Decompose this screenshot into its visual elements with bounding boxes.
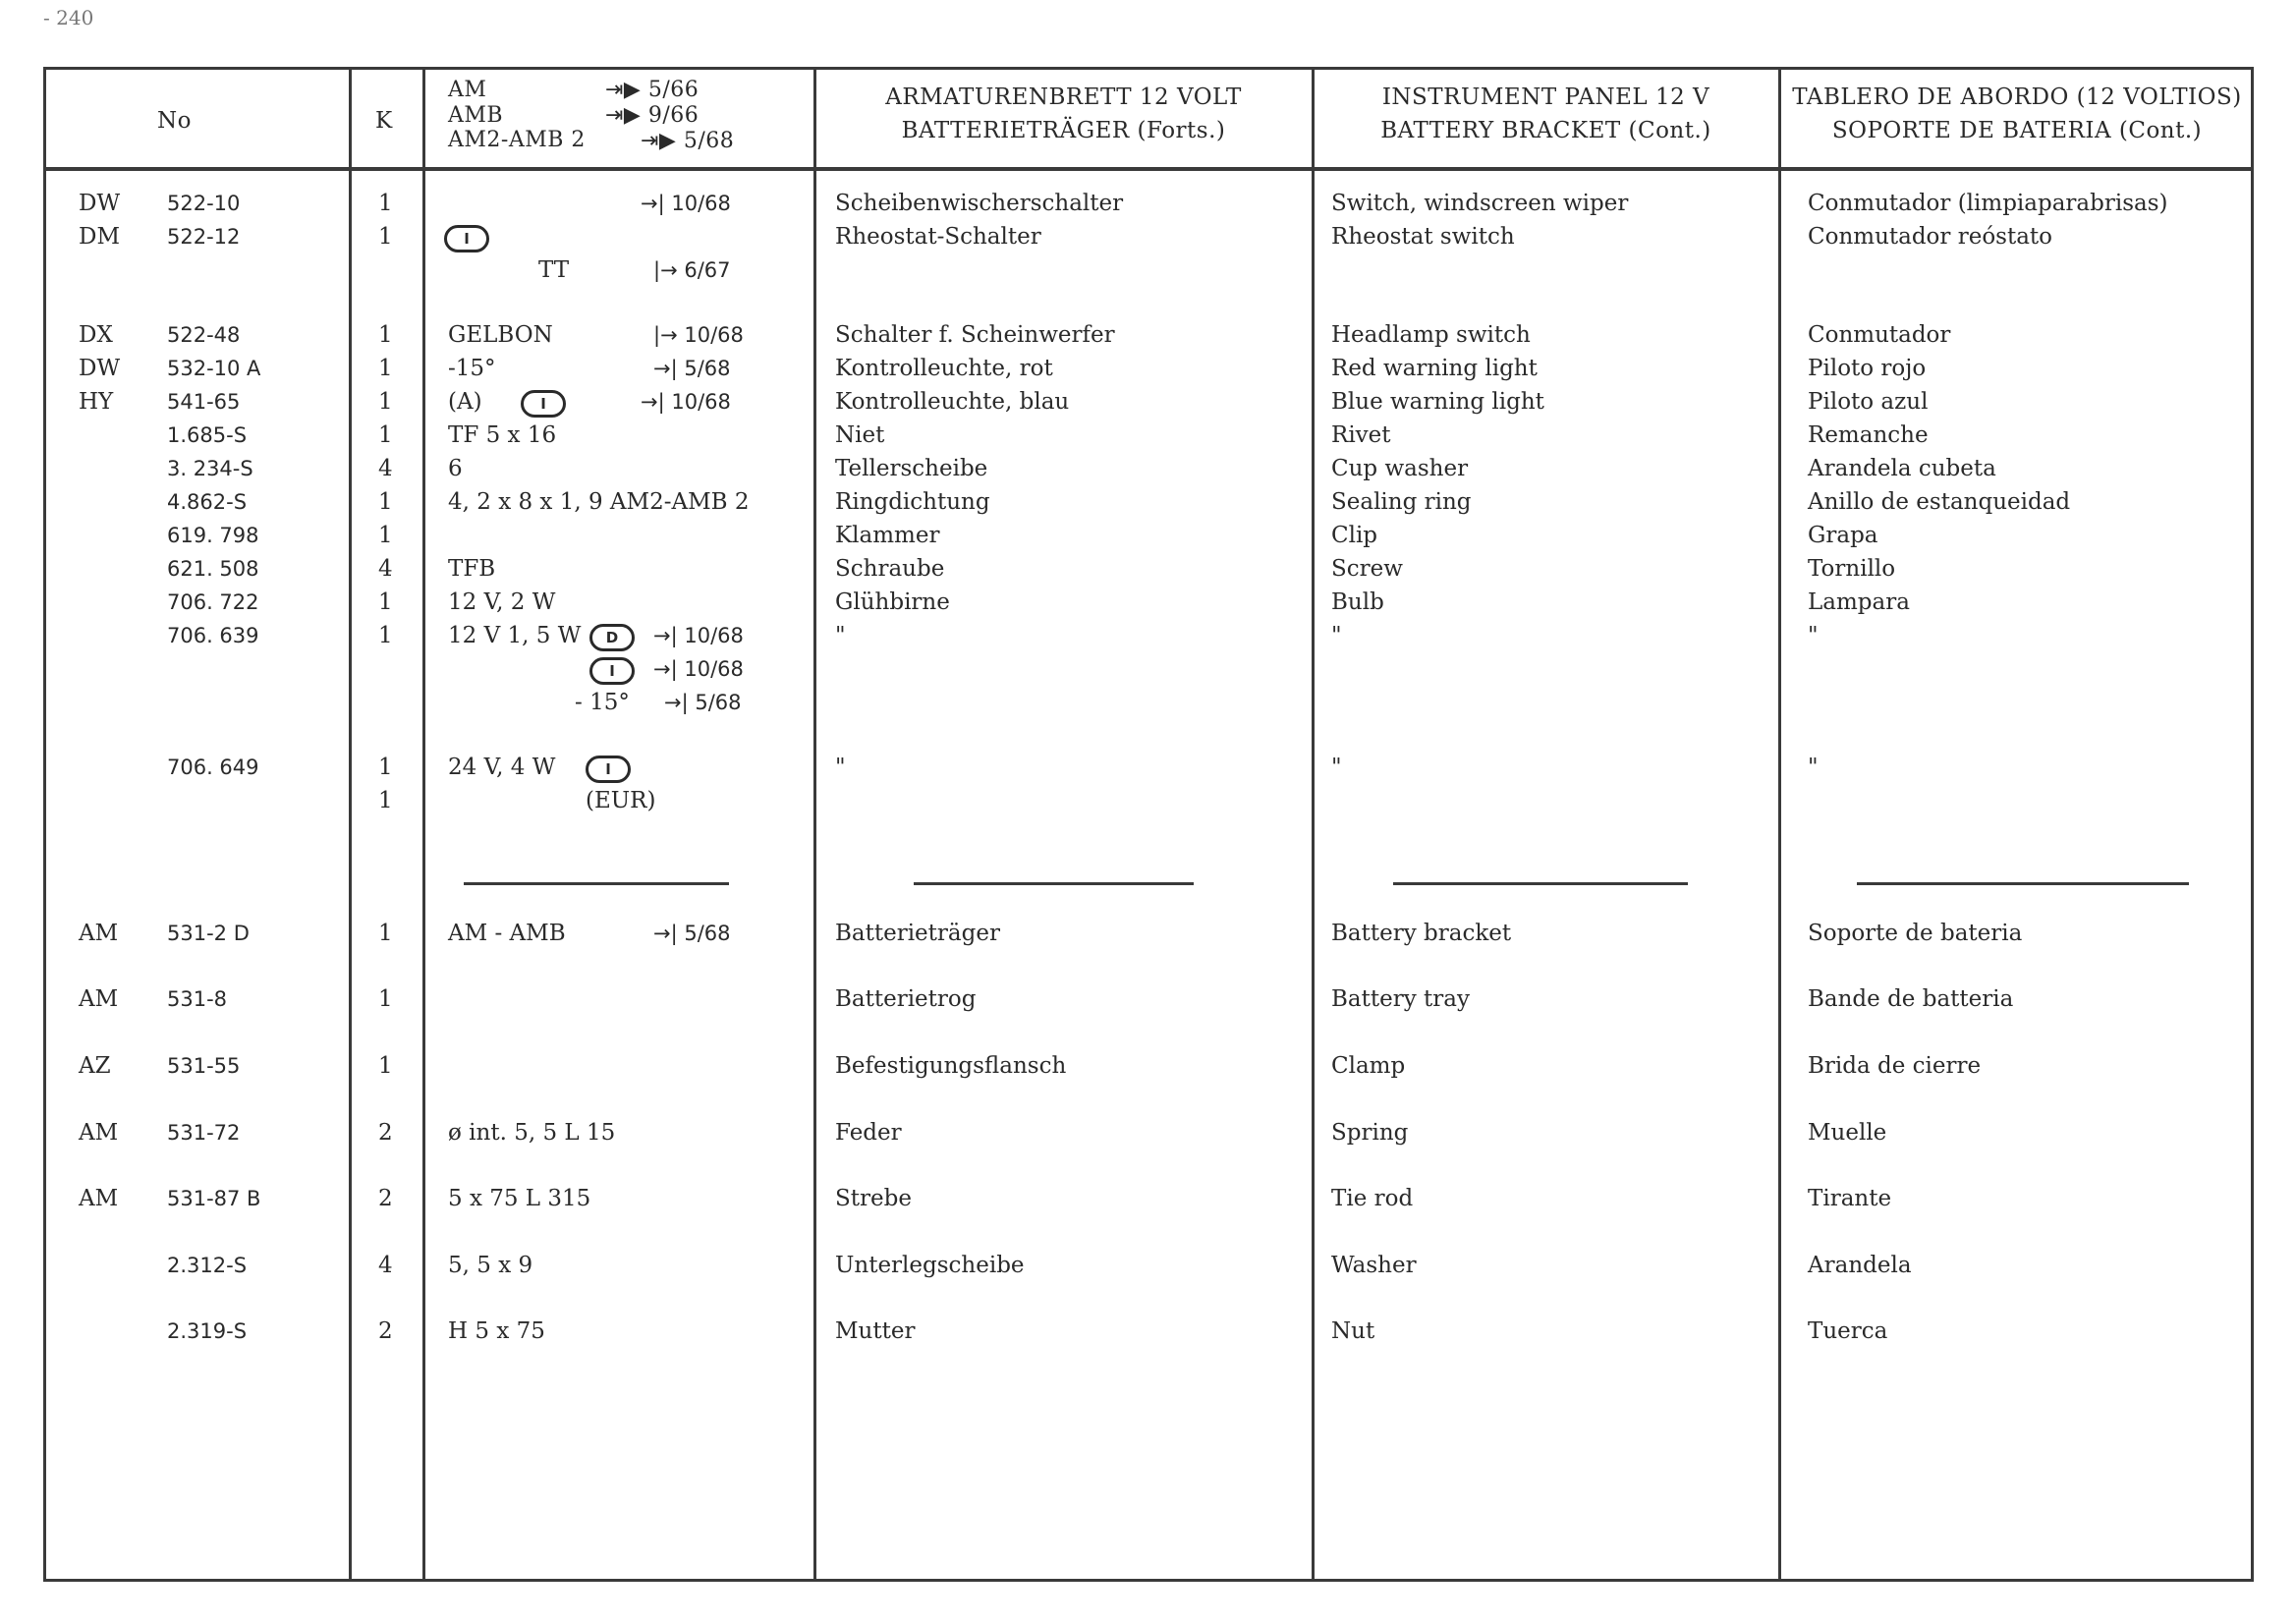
description-german: Kontrolleuchte, blau	[835, 389, 1070, 415]
spec: (A)	[448, 389, 482, 415]
badge-letter: I	[444, 225, 489, 252]
quantity: 1	[378, 489, 393, 515]
description-german: Klammer	[835, 523, 940, 548]
description-german: Rheostat-Schalter	[835, 224, 1041, 250]
description-german: Befestigungsflansch	[835, 1053, 1067, 1079]
model-badge-icon	[589, 622, 635, 651]
row-prefix: AM	[79, 1186, 119, 1211]
description-english: Cup washer	[1331, 456, 1469, 481]
part-number: 522-12	[167, 225, 241, 249]
part-number: 706. 722	[167, 590, 259, 614]
part-number: 2.319-S	[167, 1319, 248, 1343]
header-model-am2: AM2-AMB 2	[448, 128, 586, 152]
description-german: Unterlegscheibe	[835, 1253, 1025, 1278]
section-separator	[464, 882, 729, 885]
header-divider	[43, 167, 2254, 171]
description-spanish: Muelle	[1808, 1120, 1887, 1146]
header-english	[1314, 81, 1778, 147]
row-prefix: AM	[79, 921, 119, 946]
spec: GELBON	[448, 322, 553, 348]
part-number: 619. 798	[167, 524, 259, 547]
spec: H 5 x 75	[448, 1318, 545, 1344]
row-prefix: AZ	[79, 1053, 111, 1079]
model-change-note: →| 10/68	[641, 390, 731, 414]
description-german: Ringdichtung	[835, 489, 990, 515]
quantity: 4	[378, 1253, 393, 1278]
description-english: Blue warning light	[1331, 389, 1544, 415]
description-english: Switch, windscreen wiper	[1331, 191, 1629, 216]
header-german	[815, 81, 1312, 147]
quantity: 1	[378, 389, 393, 415]
header-spanish	[1780, 81, 2254, 147]
description-english: Rheostat switch	[1331, 224, 1515, 250]
description-german: "	[835, 623, 846, 648]
description-german: Niet	[835, 422, 885, 448]
description-german: Tellerscheibe	[835, 456, 988, 481]
description-german: Glühbirne	[835, 589, 950, 615]
description-english: Washer	[1331, 1253, 1417, 1278]
description-german: Batterietrog	[835, 986, 977, 1012]
model-badge-icon	[444, 223, 489, 252]
part-number: 541-65	[167, 390, 241, 414]
description-english: Sealing ring	[1331, 489, 1472, 515]
quantity: 1	[378, 224, 393, 250]
quantity: 1	[378, 191, 393, 216]
part-number: 2.312-S	[167, 1254, 248, 1277]
description-english: Screw	[1331, 556, 1403, 582]
spec: 12 V 1, 5 W	[448, 623, 582, 648]
description-spanish: Brida de cierre	[1808, 1053, 1982, 1079]
badge-letter: I	[589, 657, 635, 685]
model-change-note: |→ 10/68	[653, 323, 744, 347]
spec: - 15°	[575, 690, 630, 715]
description-german: Schalter f. Scheinwerfer	[835, 322, 1115, 348]
header-model-am: AM	[448, 78, 487, 102]
quantity: 2	[378, 1318, 393, 1344]
table-frame	[43, 67, 2254, 1582]
quantity: 2	[378, 1120, 393, 1146]
part-number: 531-72	[167, 1121, 241, 1145]
page-number: - 240	[43, 6, 94, 29]
description-german: Scheibenwischerschalter	[835, 191, 1124, 216]
quantity: 1	[378, 523, 393, 548]
part-number: 1.685-S	[167, 423, 248, 447]
description-english: "	[1331, 623, 1342, 648]
column-divider	[1312, 67, 1315, 1582]
description-spanish: Grapa	[1808, 523, 1878, 548]
quantity: 1	[378, 755, 393, 780]
description-german: Kontrolleuchte, rot	[835, 356, 1053, 381]
badge-letter: I	[586, 756, 631, 783]
header-model-amb: AMB	[448, 103, 504, 128]
description-spanish: Conmutador (limpiaparabrisas)	[1808, 191, 2168, 216]
section-separator	[914, 882, 1194, 885]
row-prefix: DW	[79, 191, 121, 216]
description-german: "	[835, 755, 846, 780]
description-spanish: Tirante	[1808, 1186, 1892, 1211]
quantity: 1	[378, 623, 393, 648]
part-number: 522-10	[167, 192, 241, 215]
quantity: 2	[378, 1186, 393, 1211]
description-spanish: Bande de batteria	[1808, 986, 2014, 1012]
model-badge-icon	[521, 388, 566, 418]
spec: 6	[448, 456, 463, 481]
description-german: Schraube	[835, 556, 945, 582]
description-english: Nut	[1331, 1318, 1375, 1344]
model-change-note: →| 10/68	[641, 192, 731, 215]
part-number: 4.862-S	[167, 490, 248, 514]
header-model-amb-note: ⇥▶ 9/66	[605, 103, 700, 128]
header-spanish-line2: SOPORTE DE BATERIA (Cont.)	[1831, 118, 2203, 143]
description-spanish: Conmutador	[1808, 322, 1951, 348]
quantity: 1	[378, 422, 393, 448]
part-number: 531-55	[167, 1054, 241, 1078]
row-prefix: AM	[79, 1120, 119, 1146]
header-german-line2: BATTERIETRÄGER (Forts.)	[901, 118, 1226, 143]
model-change-note: →| 5/68	[653, 922, 731, 945]
part-number: 706. 649	[167, 756, 259, 779]
description-english: Battery tray	[1331, 986, 1470, 1012]
column-divider	[349, 67, 352, 1582]
row-prefix: DM	[79, 224, 120, 250]
description-english: Bulb	[1331, 589, 1384, 615]
spec: ø int. 5, 5 L 15	[448, 1120, 616, 1146]
description-english: "	[1331, 755, 1342, 780]
model-change-note: |→ 6/67	[653, 258, 731, 282]
quantity: 1	[378, 788, 393, 813]
part-number: 532-10 A	[167, 357, 261, 380]
header-model-am-note: ⇥▶ 5/66	[605, 78, 700, 102]
header-no: No	[157, 108, 192, 134]
part-number: 3. 234-S	[167, 457, 253, 480]
model-change-note: →| 10/68	[653, 657, 744, 681]
part-number: 706. 639	[167, 624, 259, 647]
quantity: 1	[378, 589, 393, 615]
spec: AM - AMB	[448, 921, 566, 946]
quantity: 1	[378, 921, 393, 946]
description-english: Clamp	[1331, 1053, 1406, 1079]
row-prefix: HY	[79, 389, 114, 415]
column-divider	[422, 67, 425, 1582]
description-spanish: Tuerca	[1808, 1318, 1888, 1344]
description-spanish: Lampara	[1808, 589, 1910, 615]
quantity: 1	[378, 356, 393, 381]
section-separator	[1857, 882, 2189, 885]
row-prefix: DX	[79, 322, 113, 348]
model-badge-icon	[589, 655, 635, 685]
badge-letter: I	[521, 390, 566, 418]
part-number: 531-8	[167, 987, 228, 1011]
description-spanish: "	[1808, 623, 1819, 648]
part-number: 531-2 D	[167, 922, 250, 945]
spec: 12 V, 2 W	[448, 589, 556, 615]
spec: TT	[538, 257, 570, 283]
header-spanish-line1: TABLERO DE ABORDO (12 VOLTIOS)	[1792, 84, 2242, 110]
description-english: Headlamp switch	[1331, 322, 1531, 348]
spec: 4, 2 x 8 x 1, 9 AM2-AMB 2	[448, 489, 750, 515]
description-german: Strebe	[835, 1186, 912, 1211]
badge-letter: D	[589, 624, 635, 651]
part-number: 621. 508	[167, 557, 259, 581]
spec: 5, 5 x 9	[448, 1253, 533, 1278]
description-spanish: Arandela cubeta	[1808, 456, 1996, 481]
quantity: 1	[378, 986, 393, 1012]
description-english: Battery bracket	[1331, 921, 1512, 946]
spec: -15°	[448, 356, 496, 381]
description-spanish: Tornillo	[1808, 556, 1896, 582]
row-prefix: AM	[79, 986, 119, 1012]
description-english: Spring	[1331, 1120, 1409, 1146]
description-spanish: Anillo de estanqueidad	[1808, 489, 2071, 515]
column-divider	[813, 67, 816, 1582]
header-english-line2: BATTERY BRACKET (Cont.)	[1380, 118, 1711, 143]
description-german: Feder	[835, 1120, 902, 1146]
description-spanish: Soporte de bateria	[1808, 921, 2023, 946]
model-change-note: →| 10/68	[653, 624, 744, 647]
description-german: Batterieträger	[835, 921, 1000, 946]
description-german: Mutter	[835, 1318, 916, 1344]
part-number: 531-87 B	[167, 1187, 261, 1210]
spec: TF 5 x 16	[448, 422, 557, 448]
description-spanish: "	[1808, 755, 1819, 780]
description-spanish: Remanche	[1808, 422, 1929, 448]
row-prefix: DW	[79, 356, 121, 381]
spec: 24 V, 4 W	[448, 755, 556, 780]
header-english-line1: INSTRUMENT PANEL 12 V	[1381, 84, 1710, 110]
quantity: 1	[378, 1053, 393, 1079]
description-spanish: Conmutador reóstato	[1808, 224, 2053, 250]
description-english: Tie rod	[1331, 1186, 1414, 1211]
section-separator	[1393, 882, 1688, 885]
spec: (EUR)	[586, 788, 656, 813]
model-change-note: →| 5/68	[653, 357, 731, 380]
description-spanish: Piloto rojo	[1808, 356, 1927, 381]
column-divider	[1778, 67, 1781, 1582]
description-english: Rivet	[1331, 422, 1391, 448]
model-change-note: →| 5/68	[664, 691, 742, 714]
header-german-line1: ARMATURENBRETT 12 VOLT	[885, 84, 1242, 110]
quantity: 4	[378, 456, 393, 481]
header-k: K	[375, 108, 393, 134]
description-spanish: Arandela	[1808, 1253, 1912, 1278]
model-badge-icon	[586, 754, 631, 783]
spec: TFB	[448, 556, 496, 582]
header-model-am2-note: ⇥▶ 5/68	[641, 129, 735, 153]
spec: 5 x 75 L 315	[448, 1186, 591, 1211]
part-number: 522-48	[167, 323, 241, 347]
description-english: Red warning light	[1331, 356, 1538, 381]
description-english: Clip	[1331, 523, 1378, 548]
quantity: 1	[378, 322, 393, 348]
quantity: 4	[378, 556, 393, 582]
description-spanish: Piloto azul	[1808, 389, 1929, 415]
